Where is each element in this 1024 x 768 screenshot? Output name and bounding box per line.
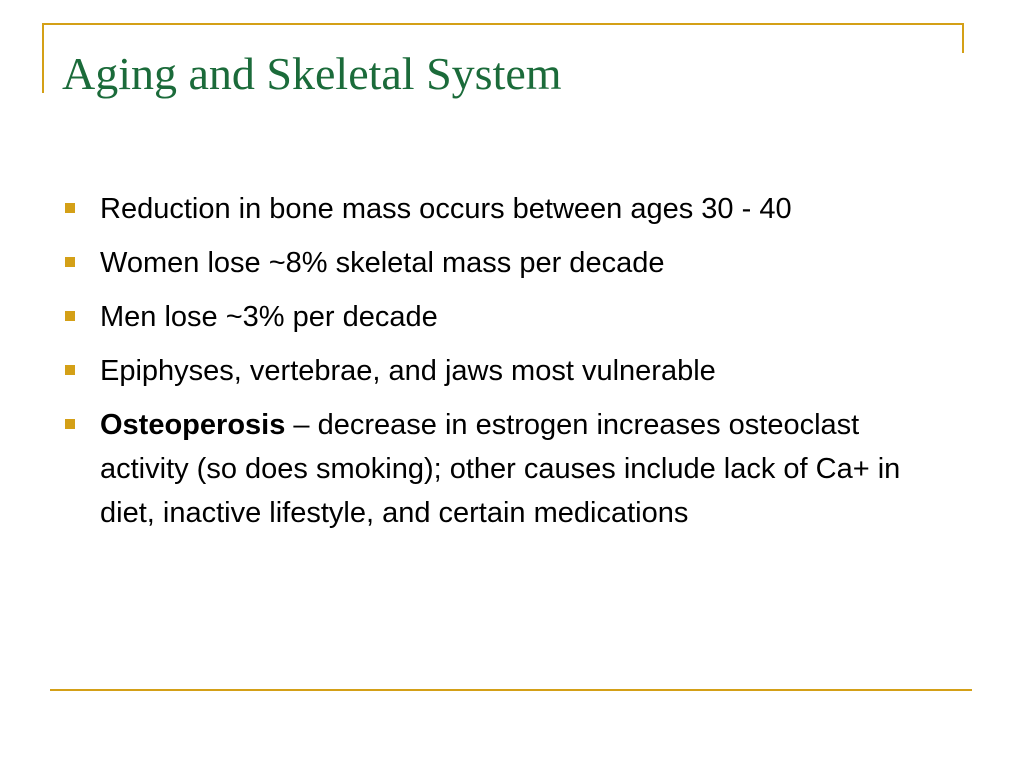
frame-top-line xyxy=(42,23,964,25)
bullet-item xyxy=(62,295,947,339)
bullet-bold-term: Osteoperosis xyxy=(100,409,286,441)
bullet-text: – decrease in estrogen increases osteoclast activity (so does smoking); other causes include lack of Ca+ in diet, inactive lifestyle, and certain medications xyxy=(100,409,901,529)
bullet-item xyxy=(62,349,947,393)
square-bullet-icon xyxy=(65,365,75,375)
bullet-text: Men lose ~3% per decade xyxy=(100,301,438,333)
bullet-item xyxy=(62,241,947,285)
bullet-item xyxy=(62,187,947,231)
bullet-text: Reduction in bone mass occurs between ages 30 - 40 xyxy=(100,193,792,225)
bullet-text: Epiphyses, vertebrae, and jaws most vulnerable xyxy=(100,355,716,387)
frame-left-line xyxy=(42,23,44,93)
frame-right-line xyxy=(962,23,964,53)
bullet-list xyxy=(62,187,947,545)
frame-bottom-line xyxy=(50,689,972,691)
square-bullet-icon xyxy=(65,419,75,429)
slide-title: Aging and Skeletal System xyxy=(62,48,562,99)
square-bullet-icon xyxy=(65,203,75,213)
bullet-text: Women lose ~8% skeletal mass per decade xyxy=(100,247,665,279)
square-bullet-icon xyxy=(65,311,75,321)
square-bullet-icon xyxy=(65,257,75,267)
bullet-item xyxy=(62,403,947,535)
